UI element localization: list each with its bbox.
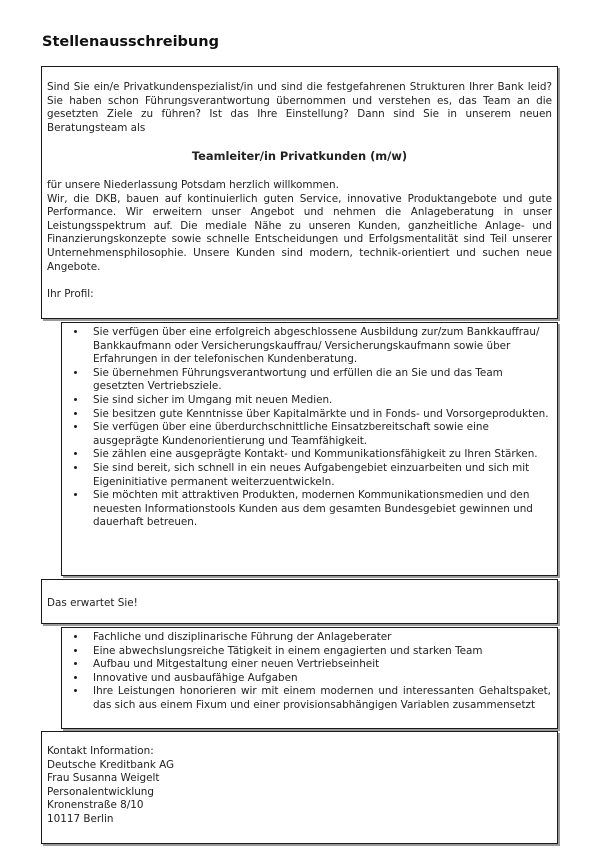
offer-list — [70, 631, 551, 713]
contact-box — [41, 731, 558, 844]
list-item: • Sie verfügen über eine erfolgreich abgeschlossene Ausbildung zur/zum Bankkauffrau/ Bankkaufmann oder Versicherungskauffrau/ Versicherungskaufmann sowie über Erfahrungen in der telefonischen Kundenberatung. — [87, 326, 551, 367]
intro-paragraph: Sind Sie ein/e Privatkundenspezialist/in und sind die festgefahrenen Strukturen Ihrer Bank leid? Sie haben schon Führungsverantwortung übernommen und verstehen es, das Team an die gesetzten Ziele zu führen? Ist das Ihre Einstellung? Dann sind Sie in unserem neuen Beratungsteam als — [47, 81, 552, 134]
list-item: • Sie möchten mit attraktiven Produkten, modernen Kommunikationsmedien und den neuesten Informationstools Kunden aus dem gesamten Bundesgebiet gewinnen und dauerhaft betreuen. — [87, 489, 551, 530]
list-item: • Sie übernehmen Führungsverantwortung und erfüllen die an Sie und das Team gesetzten Vertriebsziele. — [87, 367, 551, 394]
contact-company: Deutsche Kreditbank AG — [47, 758, 175, 771]
list-item: • Sie verfügen über eine überdurchschnittliche Einsatzbereitschaft sowie eine ausgeprägte Kundenorientierung und Teamfähigkeit. — [87, 421, 551, 448]
company-description: Wir, die DKB, bauen auf kontinuierlich guten Service, innovative Produktangebote und gute Performance. Wir erweitern unser Angebot und nehmen die Anlageberatung in unser Leistungsspektrum auf. Die mediale Nähe zu unseren Kunden, ganzheitliche Anlage- und Finanzierungskonzepte sowie schnelle Entscheidungen und Erfolgsmentalität sind Teil unserer Unternehmensphilosophie. Unsere Kunden sind modern, technik-orientiert und suchen neue Angebote. — [47, 192, 552, 273]
erwartet-box — [41, 579, 558, 624]
contact-heading: Kontakt Information: — [47, 745, 154, 757]
list-item: • Eine abwechslungsreiche Tätigkeit in einem engagierten und starken Team — [87, 645, 551, 659]
contact-department: Personalentwicklung — [47, 785, 154, 798]
welcome-line: für unsere Niederlassung Potsdam herzlich willkommen. — [47, 178, 339, 191]
list-item: • Innovative und ausbaufähige Aufgaben — [87, 672, 551, 686]
list-item: • Sie zählen eine ausgeprägte Kontakt- und Kommunikationsfähigkeit zu Ihren Stärken. — [87, 448, 551, 462]
list-item: • Ihre Leistungen honorieren wir mit einem modernen und interessanten Gehaltspaket, das sich aus einem Fixum und einer provisionsabhängigen Variablen zusammensetzt — [87, 685, 551, 712]
contact-street: Kronenstraße 8/10 — [47, 799, 144, 812]
list-item: • Aufbau und Mitgestaltung einer neuen Vertriebseinheit — [87, 658, 551, 672]
contact-person: Frau Susanna Weigelt — [47, 772, 160, 785]
job-title: Teamleiter/in Privatkunden (m/w) — [191, 149, 408, 164]
page-title: Stellenausschreibung — [42, 34, 219, 50]
offer-list-box — [61, 627, 558, 729]
erwartet-label: Das erwartet Sie! — [47, 597, 138, 609]
list-item: • Sie sind sicher im Umgang mit neuen Medien. — [87, 394, 551, 408]
list-item: • Fachliche und disziplinarische Führung der Anlageberater — [87, 631, 551, 645]
profil-list-box — [61, 322, 558, 576]
list-item: • Sie sind bereit, sich schnell in ein neues Aufgabengebiet einzuarbeiten und sich mit Eigeninitiative permanent weiterzuentwickeln. — [87, 462, 551, 489]
profil-label: Ihr Profil: — [47, 288, 94, 301]
profil-list — [70, 326, 551, 530]
intro-box — [41, 66, 558, 319]
contact-city: 10117 Berlin — [47, 812, 114, 825]
list-item: • Sie besitzen gute Kenntnisse über Kapitalmärkte und in Fonds- und Vorsorgeprodukten. — [87, 408, 551, 422]
